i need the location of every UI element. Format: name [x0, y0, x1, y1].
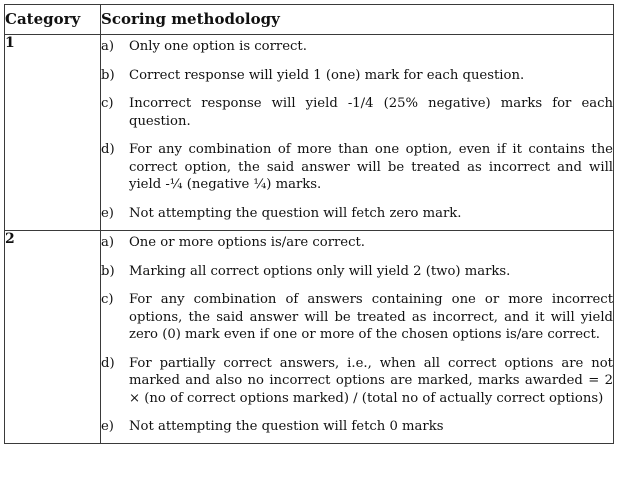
scoring-table	[4, 4, 614, 444]
rule-letter: d)	[101, 355, 115, 371]
header-row	[5, 5, 614, 35]
category-row-2	[5, 231, 614, 444]
rule-letter: e)	[101, 419, 114, 434]
rule-text: Incorrect response will yield -1/4 (25% negative) marks for each question.	[129, 96, 613, 129]
rule-letter: a)	[101, 235, 115, 250]
rule-text: Not attempting the question will fetch 0 marks	[129, 419, 444, 434]
rule-item	[101, 291, 613, 344]
rule-text: Not attempting the question will fetch zero mark.	[129, 205, 462, 221]
rule-letter: d)	[101, 142, 115, 157]
rule-text: For partially correct answers, i.e., when all correct options are not marked and also no incorrect options are marked, marks awarded = 2 × (no of correct options marked) / (total no of actually correct options)	[129, 355, 613, 406]
rule-text: One or more options is/are correct.	[129, 235, 365, 250]
rule-letter: e)	[101, 205, 114, 221]
rule-letter: b)	[101, 67, 115, 83]
rule-text: Correct response will yield 1 (one) mark for each question.	[129, 67, 525, 83]
rule-item	[101, 205, 613, 223]
methodology-column-header: Scoring methodology	[101, 5, 614, 35]
rule-item	[101, 418, 613, 436]
rule-item	[101, 141, 613, 194]
rules-cell	[101, 35, 614, 231]
rule-text: For any combination of more than one option, even if it contains the correct option, the said answer will be treated as incorrect and will yield -¼ (negative ¼) marks.	[129, 142, 613, 192]
rule-letter: c)	[101, 292, 114, 307]
category-row-1	[5, 35, 614, 231]
rules-cell	[101, 231, 614, 444]
rule-item	[101, 95, 613, 130]
rule-letter: c)	[101, 96, 114, 111]
rule-letter: b)	[101, 263, 115, 279]
rule-item	[101, 234, 613, 252]
rule-text: Only one option is correct.	[129, 39, 307, 54]
category-label: 2	[5, 231, 101, 444]
rule-item	[101, 67, 613, 85]
category-label: 1	[5, 35, 101, 231]
rule-item	[101, 38, 613, 56]
rule-text: Marking all correct options only will yield 2 (two) marks.	[129, 263, 511, 279]
rule-letter: a)	[101, 39, 115, 54]
category-column-header: Category	[5, 5, 101, 35]
rule-item	[101, 355, 613, 408]
rule-text: For any combination of answers containing one or more incorrect options, the said answer will be treated as incorrect, and it will yield zero (0) mark even if one or more of the chosen options is/are correct.	[129, 292, 613, 342]
rule-item	[101, 263, 613, 281]
